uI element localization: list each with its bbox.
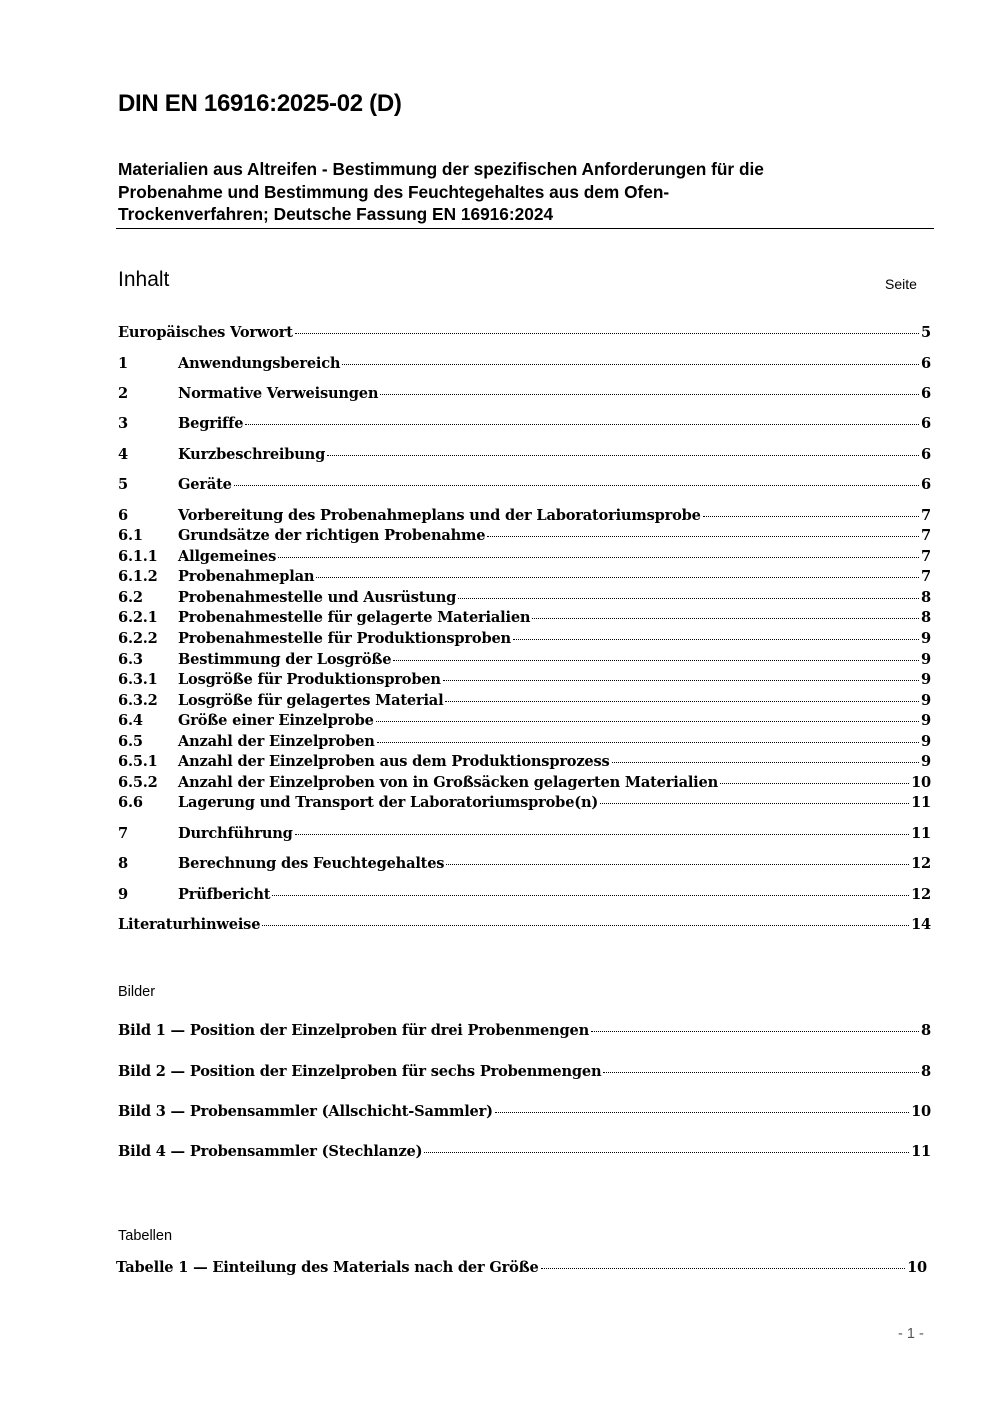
- toc-entry-number: 6.1: [118, 527, 143, 544]
- toc-entry-page: 9: [921, 651, 931, 668]
- dot-leader: [376, 721, 919, 722]
- dot-leader: [487, 536, 919, 537]
- toc-entry-number: 6.5.1: [118, 753, 158, 770]
- toc-entry-6-2-2[interactable]: [118, 630, 931, 650]
- dot-leader: [245, 424, 919, 425]
- dot-leader: [532, 618, 919, 619]
- toc-entry-number: 2: [118, 385, 128, 402]
- toc-entry-page: 7: [921, 527, 931, 544]
- toc-entry-8[interactable]: [118, 855, 931, 875]
- figure-entry-1[interactable]: [118, 1022, 931, 1042]
- toc-entry-page: 9: [921, 753, 931, 770]
- dot-leader: [262, 925, 909, 926]
- toc-entry-page: 7: [921, 568, 931, 585]
- toc-entry-6[interactable]: [118, 507, 931, 527]
- figure-entry-page: 8: [921, 1022, 931, 1039]
- toc-entry-title: Begriffe: [178, 415, 244, 432]
- document-title-line-2: Probenahme und Bestimmung des Feuchtegehaltes aus dem Ofen-: [118, 181, 670, 202]
- toc-entry-6-6[interactable]: [118, 794, 931, 814]
- table-entry-page: 10: [907, 1259, 927, 1276]
- toc-entry-title: Grundsätze der richtigen Probenahme: [178, 527, 486, 544]
- dot-leader: [513, 639, 919, 640]
- dot-leader: [377, 742, 919, 743]
- toc-entry-number: 5: [118, 476, 128, 493]
- dot-leader: [446, 864, 909, 865]
- toc-entry-6-2-1[interactable]: [118, 609, 931, 629]
- toc-entry-6-2[interactable]: [118, 589, 931, 609]
- figure-entry-title: Bild 4 — Probensammler (Stechlanze): [118, 1143, 423, 1160]
- toc-entry-page: 9: [921, 733, 931, 750]
- toc-entry-6-1-1[interactable]: [118, 548, 931, 568]
- toc-entry-page: 14: [911, 916, 931, 933]
- toc-entry-title: Anzahl der Einzelproben aus dem Produktionsprozess: [178, 753, 610, 770]
- dot-leader: [295, 834, 909, 835]
- toc-entry-title: Probenahmestelle für Produktionsproben: [178, 630, 511, 647]
- toc-entry-title: Normative Verweisungen: [178, 385, 379, 402]
- toc-entry-title: Berechnung des Feuchtegehaltes: [178, 855, 445, 872]
- dot-leader: [495, 1112, 909, 1113]
- toc-entry-page: 12: [911, 855, 931, 872]
- toc-entry-page: 10: [911, 774, 931, 791]
- figures-heading: Bilder: [118, 984, 156, 1000]
- toc-entry-title: Losgröße für gelagertes Material: [178, 692, 444, 709]
- toc-entry-number: 4: [118, 446, 128, 463]
- dot-leader: [272, 895, 909, 896]
- toc-entry-title: Losgröße für Produktionsproben: [178, 671, 441, 688]
- toc-entry-title: Anwendungsbereich: [178, 355, 341, 372]
- toc-entry-number: 6.3.1: [118, 671, 158, 688]
- toc-entry-number: 6.5: [118, 733, 143, 750]
- toc-entry-number: 3: [118, 415, 128, 432]
- toc-entry-title: Anzahl der Einzelproben: [178, 733, 375, 750]
- dot-leader: [278, 557, 919, 558]
- toc-entry-page: 9: [921, 692, 931, 709]
- table-entry-title: Tabelle 1 — Einteilung des Materials nach der Größe: [116, 1259, 539, 1276]
- toc-entry-number: 6.2: [118, 589, 143, 606]
- toc-entry-9[interactable]: [118, 886, 931, 906]
- dot-leader: [443, 680, 919, 681]
- dot-leader: [541, 1268, 905, 1269]
- toc-entry-page: 11: [911, 825, 931, 842]
- toc-entry-7[interactable]: [118, 825, 931, 845]
- toc-entry-title: Probenahmestelle und Ausrüstung: [178, 589, 457, 606]
- toc-entry-number: 6.4: [118, 712, 143, 729]
- toc-entry-page: 6: [921, 446, 931, 463]
- figure-entry-page: 8: [921, 1063, 931, 1080]
- toc-entry-number: 6.6: [118, 794, 143, 811]
- toc-entry-number: 6.1.2: [118, 568, 158, 585]
- toc-entry-number: 6.3: [118, 651, 143, 668]
- toc-entry-6-3-2[interactable]: [118, 692, 931, 712]
- toc-entry-6-5-2[interactable]: [118, 774, 931, 794]
- toc-entry-number: 6.1.1: [118, 548, 158, 565]
- toc-heading: Inhalt: [118, 268, 170, 291]
- toc-page-column-label: Seite: [885, 276, 917, 292]
- toc-entry-page: 5: [921, 324, 931, 341]
- tables-heading: Tabellen: [118, 1228, 173, 1244]
- figure-entry-3[interactable]: [118, 1103, 931, 1123]
- dot-leader: [603, 1072, 919, 1073]
- toc-entry-title: Anzahl der Einzelproben von in Großsäcken gelagerten Materialien: [178, 774, 719, 791]
- toc-entry-literatur[interactable]: [118, 916, 931, 936]
- toc-entry-page: 6: [921, 385, 931, 402]
- toc-entry-title: Europäisches Vorwort: [118, 324, 293, 341]
- toc-entry-number: 1: [118, 355, 128, 372]
- toc-entry-page: 9: [921, 671, 931, 688]
- toc-entry-title: Literaturhinweise: [118, 916, 261, 933]
- dot-leader: [342, 364, 919, 365]
- toc-entry-title: Größe einer Einzelprobe: [178, 712, 374, 729]
- toc-entry-page: 9: [921, 630, 931, 647]
- toc-entry-number: 6.2.1: [118, 609, 158, 626]
- toc-entry-6-1[interactable]: [118, 527, 931, 547]
- toc-entry-6-1-2[interactable]: [118, 568, 931, 588]
- toc-entry-vorwort[interactable]: [118, 324, 931, 344]
- toc-entry-number: 6: [118, 507, 128, 524]
- toc-entry-6-3[interactable]: [118, 651, 931, 671]
- toc-entry-title: Bestimmung der Losgröße: [178, 651, 392, 668]
- table-entry-1[interactable]: [116, 1259, 927, 1279]
- dot-leader: [295, 333, 919, 334]
- toc-entry-number: 8: [118, 855, 128, 872]
- toc-entry-title: Lagerung und Transport der Laboratoriumsprobe(n): [178, 794, 599, 811]
- toc-entry-number: 7: [118, 825, 128, 842]
- figure-entry-title: Bild 3 — Probensammler (Allschicht-Sammler): [118, 1103, 493, 1120]
- toc-entry-page: 6: [921, 476, 931, 493]
- dot-leader: [720, 783, 909, 784]
- dot-leader: [612, 762, 919, 763]
- toc-entry-6-3-1[interactable]: [118, 671, 931, 691]
- dot-leader: [316, 577, 919, 578]
- toc-entry-title: Probenahmeplan: [178, 568, 315, 585]
- figure-entry-title: Bild 1 — Position der Einzelproben für drei Probenmengen: [118, 1022, 590, 1039]
- toc-entry-page: 8: [921, 609, 931, 626]
- figure-entry-page: 11: [911, 1143, 931, 1160]
- toc-entry-1[interactable]: [118, 355, 931, 375]
- toc-entry-5[interactable]: [118, 476, 931, 496]
- toc-entry-title: Probenahmestelle für gelagerte Materialien: [178, 609, 531, 626]
- dot-leader: [393, 660, 919, 661]
- toc-entry-number: 9: [118, 886, 128, 903]
- toc-entry-page: 11: [911, 794, 931, 811]
- toc-entry-4[interactable]: [118, 446, 931, 466]
- toc-entry-3[interactable]: [118, 415, 931, 435]
- figure-entry-page: 10: [911, 1103, 931, 1120]
- toc-entry-page: 9: [921, 712, 931, 729]
- toc-entry-title: Prüfbericht: [178, 886, 271, 903]
- dot-leader: [445, 701, 919, 702]
- figure-entry-2[interactable]: [118, 1063, 931, 1083]
- toc-entry-page: 12: [911, 886, 931, 903]
- figure-entry-title: Bild 2 — Position der Einzelproben für sechs Probenmengen: [118, 1063, 602, 1080]
- dot-leader: [234, 485, 919, 486]
- toc-entry-2[interactable]: [118, 385, 931, 405]
- dot-leader: [703, 516, 919, 517]
- toc-entry-title: Geräte: [178, 476, 232, 493]
- document-title-line-1: Materialien aus Altreifen - Bestimmung der spezifischen Anforderungen für die: [118, 159, 764, 179]
- dot-leader: [591, 1031, 919, 1032]
- dot-leader: [327, 455, 919, 456]
- toc-entry-page: 8: [921, 589, 931, 606]
- toc-entry-title: Kurzbeschreibung: [178, 446, 326, 463]
- toc-entry-6-5[interactable]: [118, 733, 931, 753]
- toc-entry-page: 7: [921, 548, 931, 565]
- document-number: DIN EN 16916:2025-02 (D): [118, 90, 402, 117]
- toc-entry-number: 6.2.2: [118, 630, 158, 647]
- toc-entry-title: Durchführung: [178, 825, 293, 842]
- toc-entry-6-4[interactable]: [118, 712, 931, 732]
- title-divider: [116, 228, 934, 229]
- document-title-line-3: Trockenverfahren; Deutsche Fassung EN 16916:2024: [118, 204, 554, 224]
- toc-entry-6-5-1[interactable]: [118, 753, 931, 773]
- dot-leader: [424, 1152, 909, 1153]
- dot-leader: [380, 394, 919, 395]
- dot-leader: [458, 598, 919, 599]
- toc-entry-page: 6: [921, 355, 931, 372]
- dot-leader: [600, 803, 909, 804]
- toc-entry-number: 6.3.2: [118, 692, 158, 709]
- toc-entry-page: 6: [921, 415, 931, 432]
- toc-entry-title: Allgemeines: [178, 548, 277, 565]
- toc-entry-page: 7: [921, 507, 931, 524]
- figure-entry-4[interactable]: [118, 1143, 931, 1163]
- toc-entry-number: 6.5.2: [118, 774, 158, 791]
- footer-page-number: - 1 -: [898, 1326, 924, 1342]
- document-title: [118, 158, 934, 226]
- toc-entry-title: Vorbereitung des Probenahmeplans und der Laboratoriumsprobe: [178, 507, 701, 524]
